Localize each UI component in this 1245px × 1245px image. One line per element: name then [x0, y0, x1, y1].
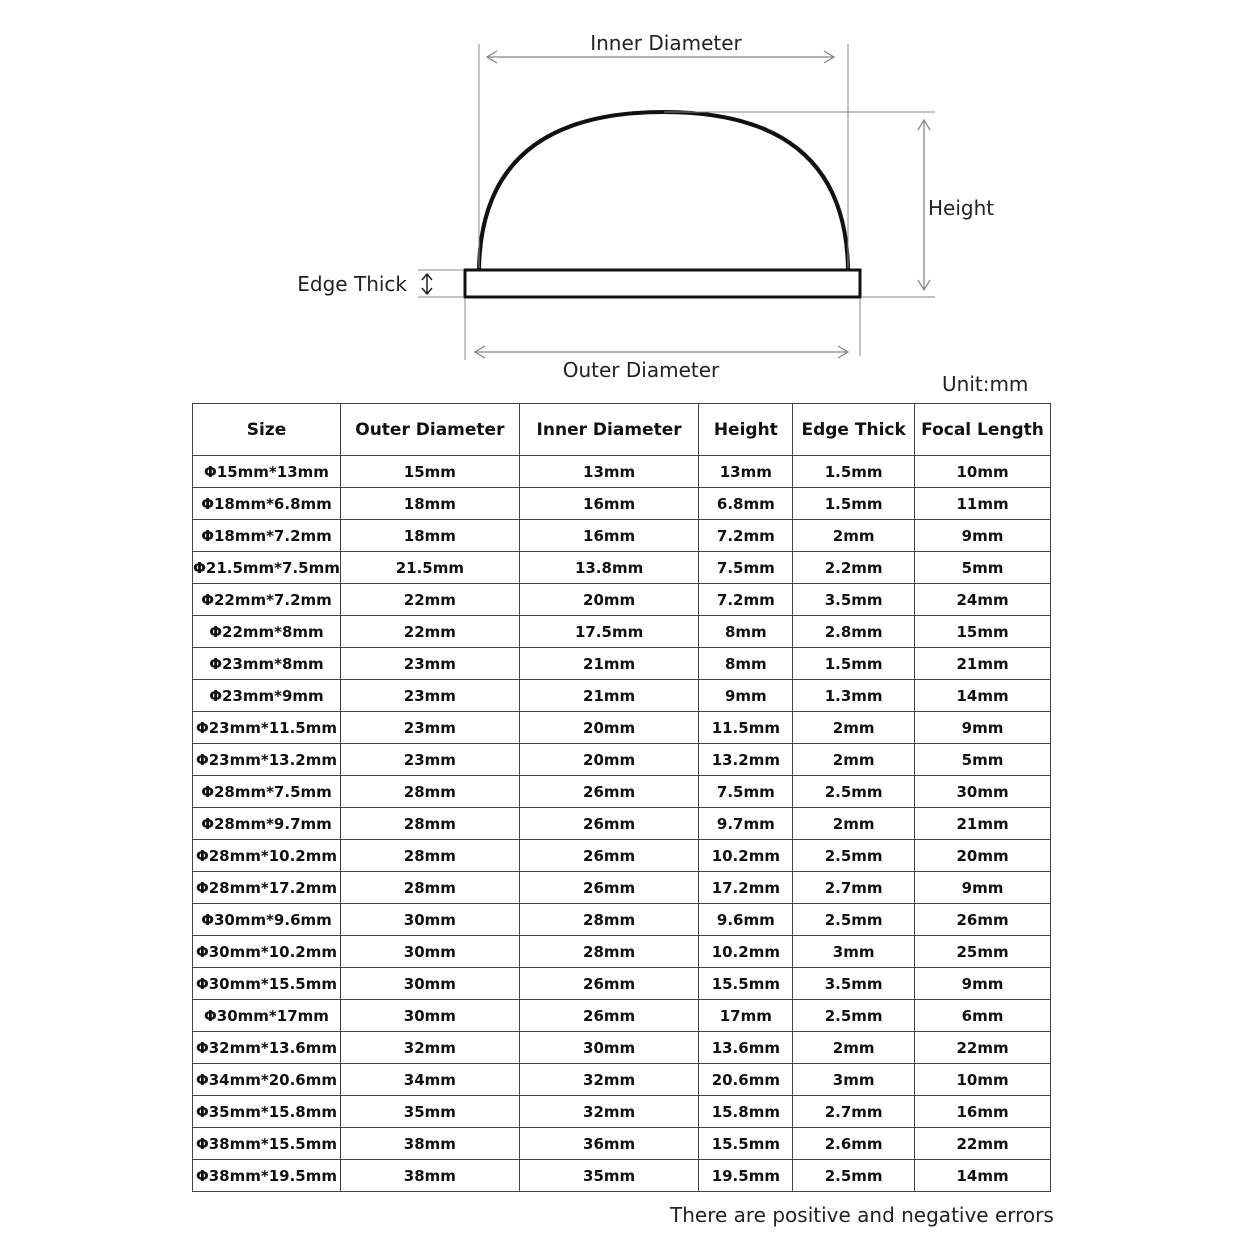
- cell-focal-length: 10mm: [915, 1064, 1051, 1096]
- cell-size: Φ28mm*7.5mm: [193, 776, 341, 808]
- table-row: [193, 552, 1051, 584]
- cell-outer-diameter: 28mm: [340, 776, 519, 808]
- table-row: [193, 456, 1051, 488]
- cell-height: 15.8mm: [699, 1096, 793, 1128]
- table-row: [193, 680, 1051, 712]
- cell-focal-length: 20mm: [915, 840, 1051, 872]
- cell-inner-diameter: 26mm: [519, 1000, 699, 1032]
- cell-height: 17mm: [699, 1000, 793, 1032]
- cell-size: Φ28mm*9.7mm: [193, 808, 341, 840]
- outer-diameter-label: Outer Diameter: [562, 358, 720, 382]
- cell-edge-thick: 1.3mm: [793, 680, 915, 712]
- cell-focal-length: 10mm: [915, 456, 1051, 488]
- cell-inner-diameter: 20mm: [519, 744, 699, 776]
- cell-outer-diameter: 23mm: [340, 680, 519, 712]
- cell-edge-thick: 2mm: [793, 1032, 915, 1064]
- cell-outer-diameter: 30mm: [340, 1000, 519, 1032]
- edge-thick-arrow: [422, 274, 432, 294]
- table-row: [193, 936, 1051, 968]
- cell-height: 11.5mm: [699, 712, 793, 744]
- cell-size: Φ38mm*19.5mm: [193, 1160, 341, 1192]
- table-row: [193, 648, 1051, 680]
- column-header-size: Size: [193, 404, 341, 456]
- cell-inner-diameter: 17.5mm: [519, 616, 699, 648]
- cell-outer-diameter: 38mm: [340, 1128, 519, 1160]
- table-row: [193, 1064, 1051, 1096]
- cell-height: 6.8mm: [699, 488, 793, 520]
- cell-inner-diameter: 32mm: [519, 1064, 699, 1096]
- cell-size: Φ23mm*8mm: [193, 648, 341, 680]
- cell-focal-length: 22mm: [915, 1032, 1051, 1064]
- cell-edge-thick: 2.5mm: [793, 1160, 915, 1192]
- cell-height: 8mm: [699, 616, 793, 648]
- cell-edge-thick: 3.5mm: [793, 584, 915, 616]
- cell-size: Φ35mm*15.8mm: [193, 1096, 341, 1128]
- cell-height: 15.5mm: [699, 1128, 793, 1160]
- cell-outer-diameter: 23mm: [340, 712, 519, 744]
- unit-label: Unit:mm: [942, 372, 1029, 396]
- cell-focal-length: 9mm: [915, 712, 1051, 744]
- cell-inner-diameter: 35mm: [519, 1160, 699, 1192]
- column-header-inner-diameter: Inner Diameter: [519, 404, 699, 456]
- cell-edge-thick: 2mm: [793, 520, 915, 552]
- table-row: [193, 520, 1051, 552]
- table-row: [193, 808, 1051, 840]
- cell-edge-thick: 3mm: [793, 1064, 915, 1096]
- cell-inner-diameter: 32mm: [519, 1096, 699, 1128]
- table-row: [193, 904, 1051, 936]
- cell-outer-diameter: 30mm: [340, 904, 519, 936]
- cell-focal-length: 30mm: [915, 776, 1051, 808]
- cell-size: Φ15mm*13mm: [193, 456, 341, 488]
- cell-height: 17.2mm: [699, 872, 793, 904]
- cell-inner-diameter: 36mm: [519, 1128, 699, 1160]
- cell-edge-thick: 2mm: [793, 744, 915, 776]
- cell-inner-diameter: 26mm: [519, 808, 699, 840]
- cell-height: 13mm: [699, 456, 793, 488]
- cell-inner-diameter: 16mm: [519, 520, 699, 552]
- table-row: [193, 840, 1051, 872]
- cell-focal-length: 14mm: [915, 680, 1051, 712]
- cell-focal-length: 5mm: [915, 744, 1051, 776]
- cell-outer-diameter: 22mm: [340, 584, 519, 616]
- table-row: [193, 1032, 1051, 1064]
- cell-inner-diameter: 26mm: [519, 776, 699, 808]
- table-row: [193, 1128, 1051, 1160]
- table-row: [193, 872, 1051, 904]
- cell-edge-thick: 3.5mm: [793, 968, 915, 1000]
- cell-size: Φ38mm*15.5mm: [193, 1128, 341, 1160]
- cell-size: Φ34mm*20.6mm: [193, 1064, 341, 1096]
- error-note: There are positive and negative errors: [670, 1203, 1054, 1227]
- cell-focal-length: 6mm: [915, 1000, 1051, 1032]
- table-row: [193, 616, 1051, 648]
- column-header-focal-length: Focal Length: [915, 404, 1051, 456]
- outer-diameter-arrow: [475, 346, 848, 358]
- cell-height: 10.2mm: [699, 840, 793, 872]
- cell-size: Φ18mm*6.8mm: [193, 488, 341, 520]
- cell-edge-thick: 2.7mm: [793, 1096, 915, 1128]
- cell-inner-diameter: 20mm: [519, 584, 699, 616]
- cell-size: Φ30mm*9.6mm: [193, 904, 341, 936]
- cell-outer-diameter: 15mm: [340, 456, 519, 488]
- cell-edge-thick: 2.5mm: [793, 904, 915, 936]
- cell-outer-diameter: 38mm: [340, 1160, 519, 1192]
- table-row: [193, 744, 1051, 776]
- cell-focal-length: 15mm: [915, 616, 1051, 648]
- cell-inner-diameter: 30mm: [519, 1032, 699, 1064]
- column-header-edge-thick: Edge Thick: [793, 404, 915, 456]
- cell-height: 7.2mm: [699, 584, 793, 616]
- cell-outer-diameter: 18mm: [340, 520, 519, 552]
- cell-edge-thick: 2.5mm: [793, 776, 915, 808]
- column-header-height: Height: [699, 404, 793, 456]
- inner-diameter-label: Inner Diameter: [590, 31, 742, 55]
- dome-outline: [479, 112, 848, 270]
- cell-inner-diameter: 26mm: [519, 968, 699, 1000]
- table-row: [193, 712, 1051, 744]
- base-plate: [465, 270, 860, 297]
- lens-dimension-diagram: [0, 0, 1245, 400]
- cell-height: 8mm: [699, 648, 793, 680]
- cell-edge-thick: 2mm: [793, 712, 915, 744]
- cell-height: 9.6mm: [699, 904, 793, 936]
- table-row: [193, 1000, 1051, 1032]
- cell-size: Φ23mm*13.2mm: [193, 744, 341, 776]
- cell-focal-length: 24mm: [915, 584, 1051, 616]
- cell-size: Φ28mm*17.2mm: [193, 872, 341, 904]
- table-row: [193, 1160, 1051, 1192]
- table-row: [193, 968, 1051, 1000]
- cell-size: Φ30mm*17mm: [193, 1000, 341, 1032]
- cell-outer-diameter: 22mm: [340, 616, 519, 648]
- cell-edge-thick: 2.7mm: [793, 872, 915, 904]
- cell-size: Φ30mm*10.2mm: [193, 936, 341, 968]
- cell-inner-diameter: 26mm: [519, 840, 699, 872]
- cell-outer-diameter: 30mm: [340, 968, 519, 1000]
- table-header-row: [193, 404, 1051, 456]
- cell-size: Φ22mm*8mm: [193, 616, 341, 648]
- cell-focal-length: 21mm: [915, 648, 1051, 680]
- edge-thick-label: Edge Thick: [297, 272, 407, 296]
- cell-focal-length: 14mm: [915, 1160, 1051, 1192]
- cell-focal-length: 9mm: [915, 968, 1051, 1000]
- cell-edge-thick: 3mm: [793, 936, 915, 968]
- cell-outer-diameter: 34mm: [340, 1064, 519, 1096]
- cell-outer-diameter: 30mm: [340, 936, 519, 968]
- cell-edge-thick: 2.8mm: [793, 616, 915, 648]
- cell-inner-diameter: 28mm: [519, 904, 699, 936]
- cell-focal-length: 5mm: [915, 552, 1051, 584]
- table-row: [193, 584, 1051, 616]
- cell-outer-diameter: 23mm: [340, 744, 519, 776]
- cell-outer-diameter: 28mm: [340, 872, 519, 904]
- cell-inner-diameter: 20mm: [519, 712, 699, 744]
- cell-inner-diameter: 21mm: [519, 680, 699, 712]
- cell-height: 7.5mm: [699, 552, 793, 584]
- cell-outer-diameter: 28mm: [340, 840, 519, 872]
- cell-focal-length: 11mm: [915, 488, 1051, 520]
- cell-height: 20.6mm: [699, 1064, 793, 1096]
- cell-outer-diameter: 32mm: [340, 1032, 519, 1064]
- cell-height: 13.2mm: [699, 744, 793, 776]
- cell-focal-length: 22mm: [915, 1128, 1051, 1160]
- cell-height: 9mm: [699, 680, 793, 712]
- cell-edge-thick: 2mm: [793, 808, 915, 840]
- cell-height: 10.2mm: [699, 936, 793, 968]
- table-row: [193, 1096, 1051, 1128]
- cell-edge-thick: 2.6mm: [793, 1128, 915, 1160]
- cell-outer-diameter: 28mm: [340, 808, 519, 840]
- cell-focal-length: 26mm: [915, 904, 1051, 936]
- cell-size: Φ23mm*11.5mm: [193, 712, 341, 744]
- cell-edge-thick: 1.5mm: [793, 456, 915, 488]
- height-label: Height: [928, 196, 995, 220]
- cell-edge-thick: 2.5mm: [793, 840, 915, 872]
- cell-outer-diameter: 23mm: [340, 648, 519, 680]
- cell-inner-diameter: 13.8mm: [519, 552, 699, 584]
- cell-inner-diameter: 21mm: [519, 648, 699, 680]
- cell-inner-diameter: 28mm: [519, 936, 699, 968]
- cell-edge-thick: 1.5mm: [793, 648, 915, 680]
- cell-height: 7.5mm: [699, 776, 793, 808]
- cell-edge-thick: 2.5mm: [793, 1000, 915, 1032]
- cell-edge-thick: 1.5mm: [793, 488, 915, 520]
- cell-outer-diameter: 35mm: [340, 1096, 519, 1128]
- cell-height: 9.7mm: [699, 808, 793, 840]
- table-row: [193, 488, 1051, 520]
- cell-size: Φ18mm*7.2mm: [193, 520, 341, 552]
- cell-focal-length: 21mm: [915, 808, 1051, 840]
- cell-inner-diameter: 16mm: [519, 488, 699, 520]
- cell-size: Φ21.5mm*7.5mm: [193, 552, 341, 584]
- cell-size: Φ32mm*13.6mm: [193, 1032, 341, 1064]
- cell-size: Φ30mm*15.5mm: [193, 968, 341, 1000]
- cell-inner-diameter: 26mm: [519, 872, 699, 904]
- cell-height: 19.5mm: [699, 1160, 793, 1192]
- cell-focal-length: 9mm: [915, 872, 1051, 904]
- spec-table: [192, 403, 1051, 1192]
- column-header-outer-diameter: Outer Diameter: [340, 404, 519, 456]
- cell-focal-length: 16mm: [915, 1096, 1051, 1128]
- cell-height: 7.2mm: [699, 520, 793, 552]
- cell-edge-thick: 2.2mm: [793, 552, 915, 584]
- cell-inner-diameter: 13mm: [519, 456, 699, 488]
- cell-size: Φ28mm*10.2mm: [193, 840, 341, 872]
- cell-size: Φ22mm*7.2mm: [193, 584, 341, 616]
- table-row: [193, 776, 1051, 808]
- cell-focal-length: 25mm: [915, 936, 1051, 968]
- cell-size: Φ23mm*9mm: [193, 680, 341, 712]
- cell-height: 15.5mm: [699, 968, 793, 1000]
- cell-height: 13.6mm: [699, 1032, 793, 1064]
- cell-outer-diameter: 18mm: [340, 488, 519, 520]
- cell-outer-diameter: 21.5mm: [340, 552, 519, 584]
- cell-focal-length: 9mm: [915, 520, 1051, 552]
